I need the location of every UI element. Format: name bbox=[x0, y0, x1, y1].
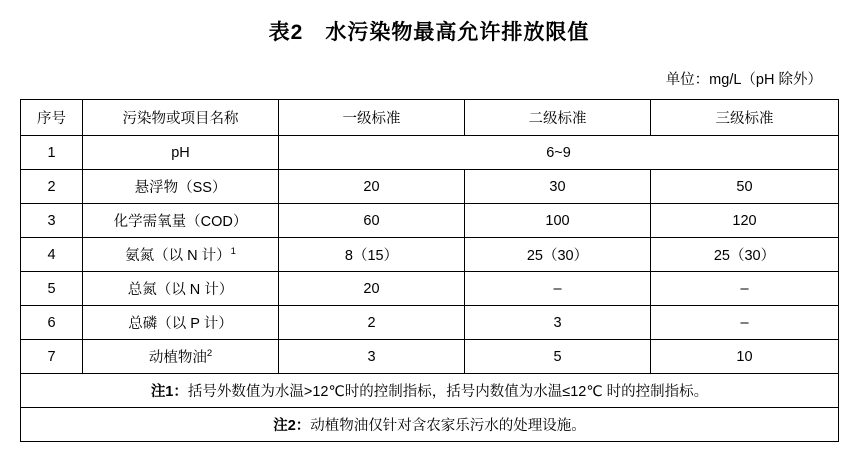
table-row bbox=[21, 170, 839, 204]
cell-no: 1 bbox=[21, 136, 83, 170]
cell-name: 总磷（以 P 计） bbox=[83, 306, 279, 340]
cell-level2: 30 bbox=[465, 170, 651, 204]
cell-level3: 25（30） bbox=[651, 238, 839, 272]
cell-name-text: 氨氮（以 N 计） bbox=[125, 248, 231, 264]
table-row bbox=[21, 238, 839, 272]
footnote-marker: 1 bbox=[230, 246, 236, 258]
table-row bbox=[21, 272, 839, 306]
cell-no: 5 bbox=[21, 272, 83, 306]
table-note bbox=[21, 374, 839, 408]
cell-no: 3 bbox=[21, 204, 83, 238]
cell-level2: 25（30） bbox=[465, 238, 651, 272]
note-label: 注2： bbox=[273, 418, 311, 434]
unit-note: 单位：mg/L（pH 除外） bbox=[665, 72, 822, 88]
column-header-level3: 三级标准 bbox=[651, 100, 839, 136]
table-note-row bbox=[21, 408, 839, 442]
table-note bbox=[21, 408, 839, 442]
cell-merged-value: 6~9 bbox=[279, 136, 839, 170]
cell-level1: 20 bbox=[279, 170, 465, 204]
table-header-row bbox=[21, 100, 839, 136]
note-label: 注1： bbox=[150, 384, 188, 400]
cell-no: 4 bbox=[21, 238, 83, 272]
cell-level1: 2 bbox=[279, 306, 465, 340]
note-text: 括号外数值为水温>12℃时的控制指标，括号内数值为水温≤12℃ 时的控制指标。 bbox=[187, 384, 709, 400]
table-row bbox=[21, 204, 839, 238]
column-header-name: 污染物或项目名称 bbox=[83, 100, 279, 136]
cell-level3: – bbox=[651, 306, 839, 340]
cell-no: 2 bbox=[21, 170, 83, 204]
cell-name-text: 动植物油 bbox=[148, 350, 207, 366]
page-title: 表2 水污染物最高允许排放限值 bbox=[268, 21, 590, 44]
cell-level2: – bbox=[465, 272, 651, 306]
cell-name: 化学需氧量（COD） bbox=[83, 204, 279, 238]
cell-level3: 120 bbox=[651, 204, 839, 238]
table-container bbox=[0, 89, 858, 442]
table-row bbox=[21, 136, 839, 170]
cell-level1: 20 bbox=[279, 272, 465, 306]
cell-level1: 3 bbox=[279, 340, 465, 374]
note-text: 动植物油仅针对含农家乐污水的处理设施。 bbox=[310, 418, 586, 434]
cell-level3: – bbox=[651, 272, 839, 306]
column-header-level2: 二级标准 bbox=[465, 100, 651, 136]
cell-name: pH bbox=[83, 136, 279, 170]
cell-name: 总氮（以 N 计） bbox=[83, 272, 279, 306]
cell-level1: 60 bbox=[279, 204, 465, 238]
table-note-row bbox=[21, 374, 839, 408]
cell-level2: 3 bbox=[465, 306, 651, 340]
cell-name bbox=[83, 340, 279, 374]
pollutant-limits-table bbox=[20, 99, 839, 442]
cell-level2: 5 bbox=[465, 340, 651, 374]
cell-no: 6 bbox=[21, 306, 83, 340]
cell-name: 悬浮物（SS） bbox=[83, 170, 279, 204]
cell-level3: 10 bbox=[651, 340, 839, 374]
column-header-level1: 一级标准 bbox=[279, 100, 465, 136]
cell-no: 7 bbox=[21, 340, 83, 374]
cell-name bbox=[83, 238, 279, 272]
footnote-marker: 2 bbox=[206, 348, 213, 360]
cell-level2: 100 bbox=[465, 204, 651, 238]
cell-level3: 50 bbox=[651, 170, 839, 204]
table-row bbox=[21, 340, 839, 374]
column-header-no: 序号 bbox=[21, 100, 83, 136]
table-row bbox=[21, 306, 839, 340]
cell-level1: 8（15） bbox=[279, 238, 465, 272]
